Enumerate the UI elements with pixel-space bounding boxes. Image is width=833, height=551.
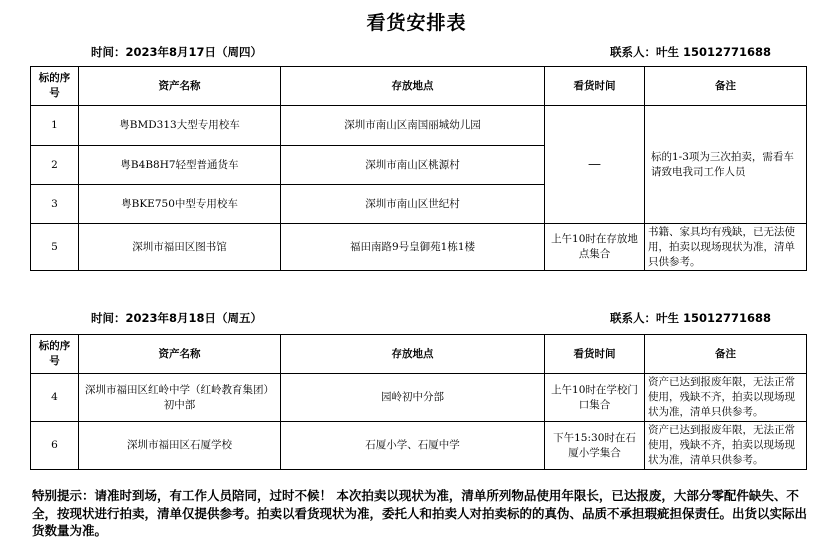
row-location: 深圳市南山区世纪村 xyxy=(281,185,545,224)
table-row xyxy=(31,106,807,146)
group-view-time: — xyxy=(545,106,645,224)
section2-date: 时间：2023年8月18日（周五） xyxy=(91,311,263,325)
row-location: 深圳市南山区桃源村 xyxy=(281,146,545,185)
row-no: 2 xyxy=(31,146,79,185)
row-remark: 书籍、家具均有残缺，已无法使用，拍卖以现场现状为准，清单只供参考。 xyxy=(645,224,807,271)
header-no: 标的序号 xyxy=(31,335,79,374)
table-header-row xyxy=(31,67,807,106)
section1-date: 时间：2023年8月17日（周四） xyxy=(91,45,263,59)
row-location: 深圳市南山区南国丽城幼儿园 xyxy=(281,106,545,146)
header-view-time: 看货时间 xyxy=(545,67,645,106)
header-view-time: 看货时间 xyxy=(545,335,645,374)
schedule-table-1 xyxy=(30,66,807,271)
group-remark: 标的1-3项为三次拍卖，需看车请致电我司工作人员 xyxy=(645,106,807,224)
row-asset: 深圳市福田区石厦学校 xyxy=(79,422,281,470)
table-row xyxy=(31,374,807,422)
row-view-time: 上午10时在学校门口集合 xyxy=(545,374,645,422)
header-no: 标的序号 xyxy=(31,67,79,106)
row-asset: 粤BKE750中型专用校车 xyxy=(79,185,281,224)
header-remark: 备注 xyxy=(645,335,807,374)
row-no: 6 xyxy=(31,422,79,470)
schedule-table-2 xyxy=(30,334,807,470)
section2-contact: 联系人：叶生 15012771688 xyxy=(610,311,772,325)
row-no: 4 xyxy=(31,374,79,422)
row-remark: 资产已达到报废年限，无法正常使用，残缺不齐，拍卖以现场现状为准，清单只供参考。 xyxy=(645,374,807,422)
page-title: 看货安排表 xyxy=(366,12,467,34)
header-location: 存放地点 xyxy=(281,335,545,374)
row-no: 3 xyxy=(31,185,79,224)
row-asset: 深圳市福田区红岭中学（红岭教育集团）初中部 xyxy=(79,374,281,422)
row-location: 园岭初中分部 xyxy=(281,374,545,422)
row-location: 福田南路9号皇御苑1栋1楼 xyxy=(281,224,545,271)
table-row xyxy=(31,422,807,470)
special-notice: 特别提示：请准时到场，有工作人员陪同，过时不候！ 本次拍卖以现状为准，清单所列物品使用年限长，已达报废，大部分零配件缺失、不全，按现状进行拍卖，清单仅提供参考。拍卖以看货现状为准，委托人和拍卖人对拍卖标的的真伪、品质不承担瑕疵担保责任。出货以实际出货数量为准。 xyxy=(32,488,808,538)
row-view-time: 上午10时在存放地点集合 xyxy=(545,224,645,271)
row-view-time: 下午15:30时在石厦小学集合 xyxy=(545,422,645,470)
table-header-row xyxy=(31,335,807,374)
header-remark: 备注 xyxy=(645,67,807,106)
header-location: 存放地点 xyxy=(281,67,545,106)
row-no: 5 xyxy=(31,224,79,271)
header-asset: 资产名称 xyxy=(79,67,281,106)
row-location: 石厦小学、石厦中学 xyxy=(281,422,545,470)
row-asset: 深圳市福田区图书馆 xyxy=(79,224,281,271)
table-row xyxy=(31,224,807,271)
row-remark: 资产已达到报废年限，无法正常使用，残缺不齐，拍卖以现场现状为准，清单只供参考。 xyxy=(645,422,807,470)
section1-contact: 联系人：叶生 15012771688 xyxy=(610,45,772,59)
row-asset: 粤BMD313大型专用校车 xyxy=(79,106,281,146)
row-asset: 粤B4B8H7轻型普通货车 xyxy=(79,146,281,185)
header-asset: 资产名称 xyxy=(79,335,281,374)
row-no: 1 xyxy=(31,106,79,146)
